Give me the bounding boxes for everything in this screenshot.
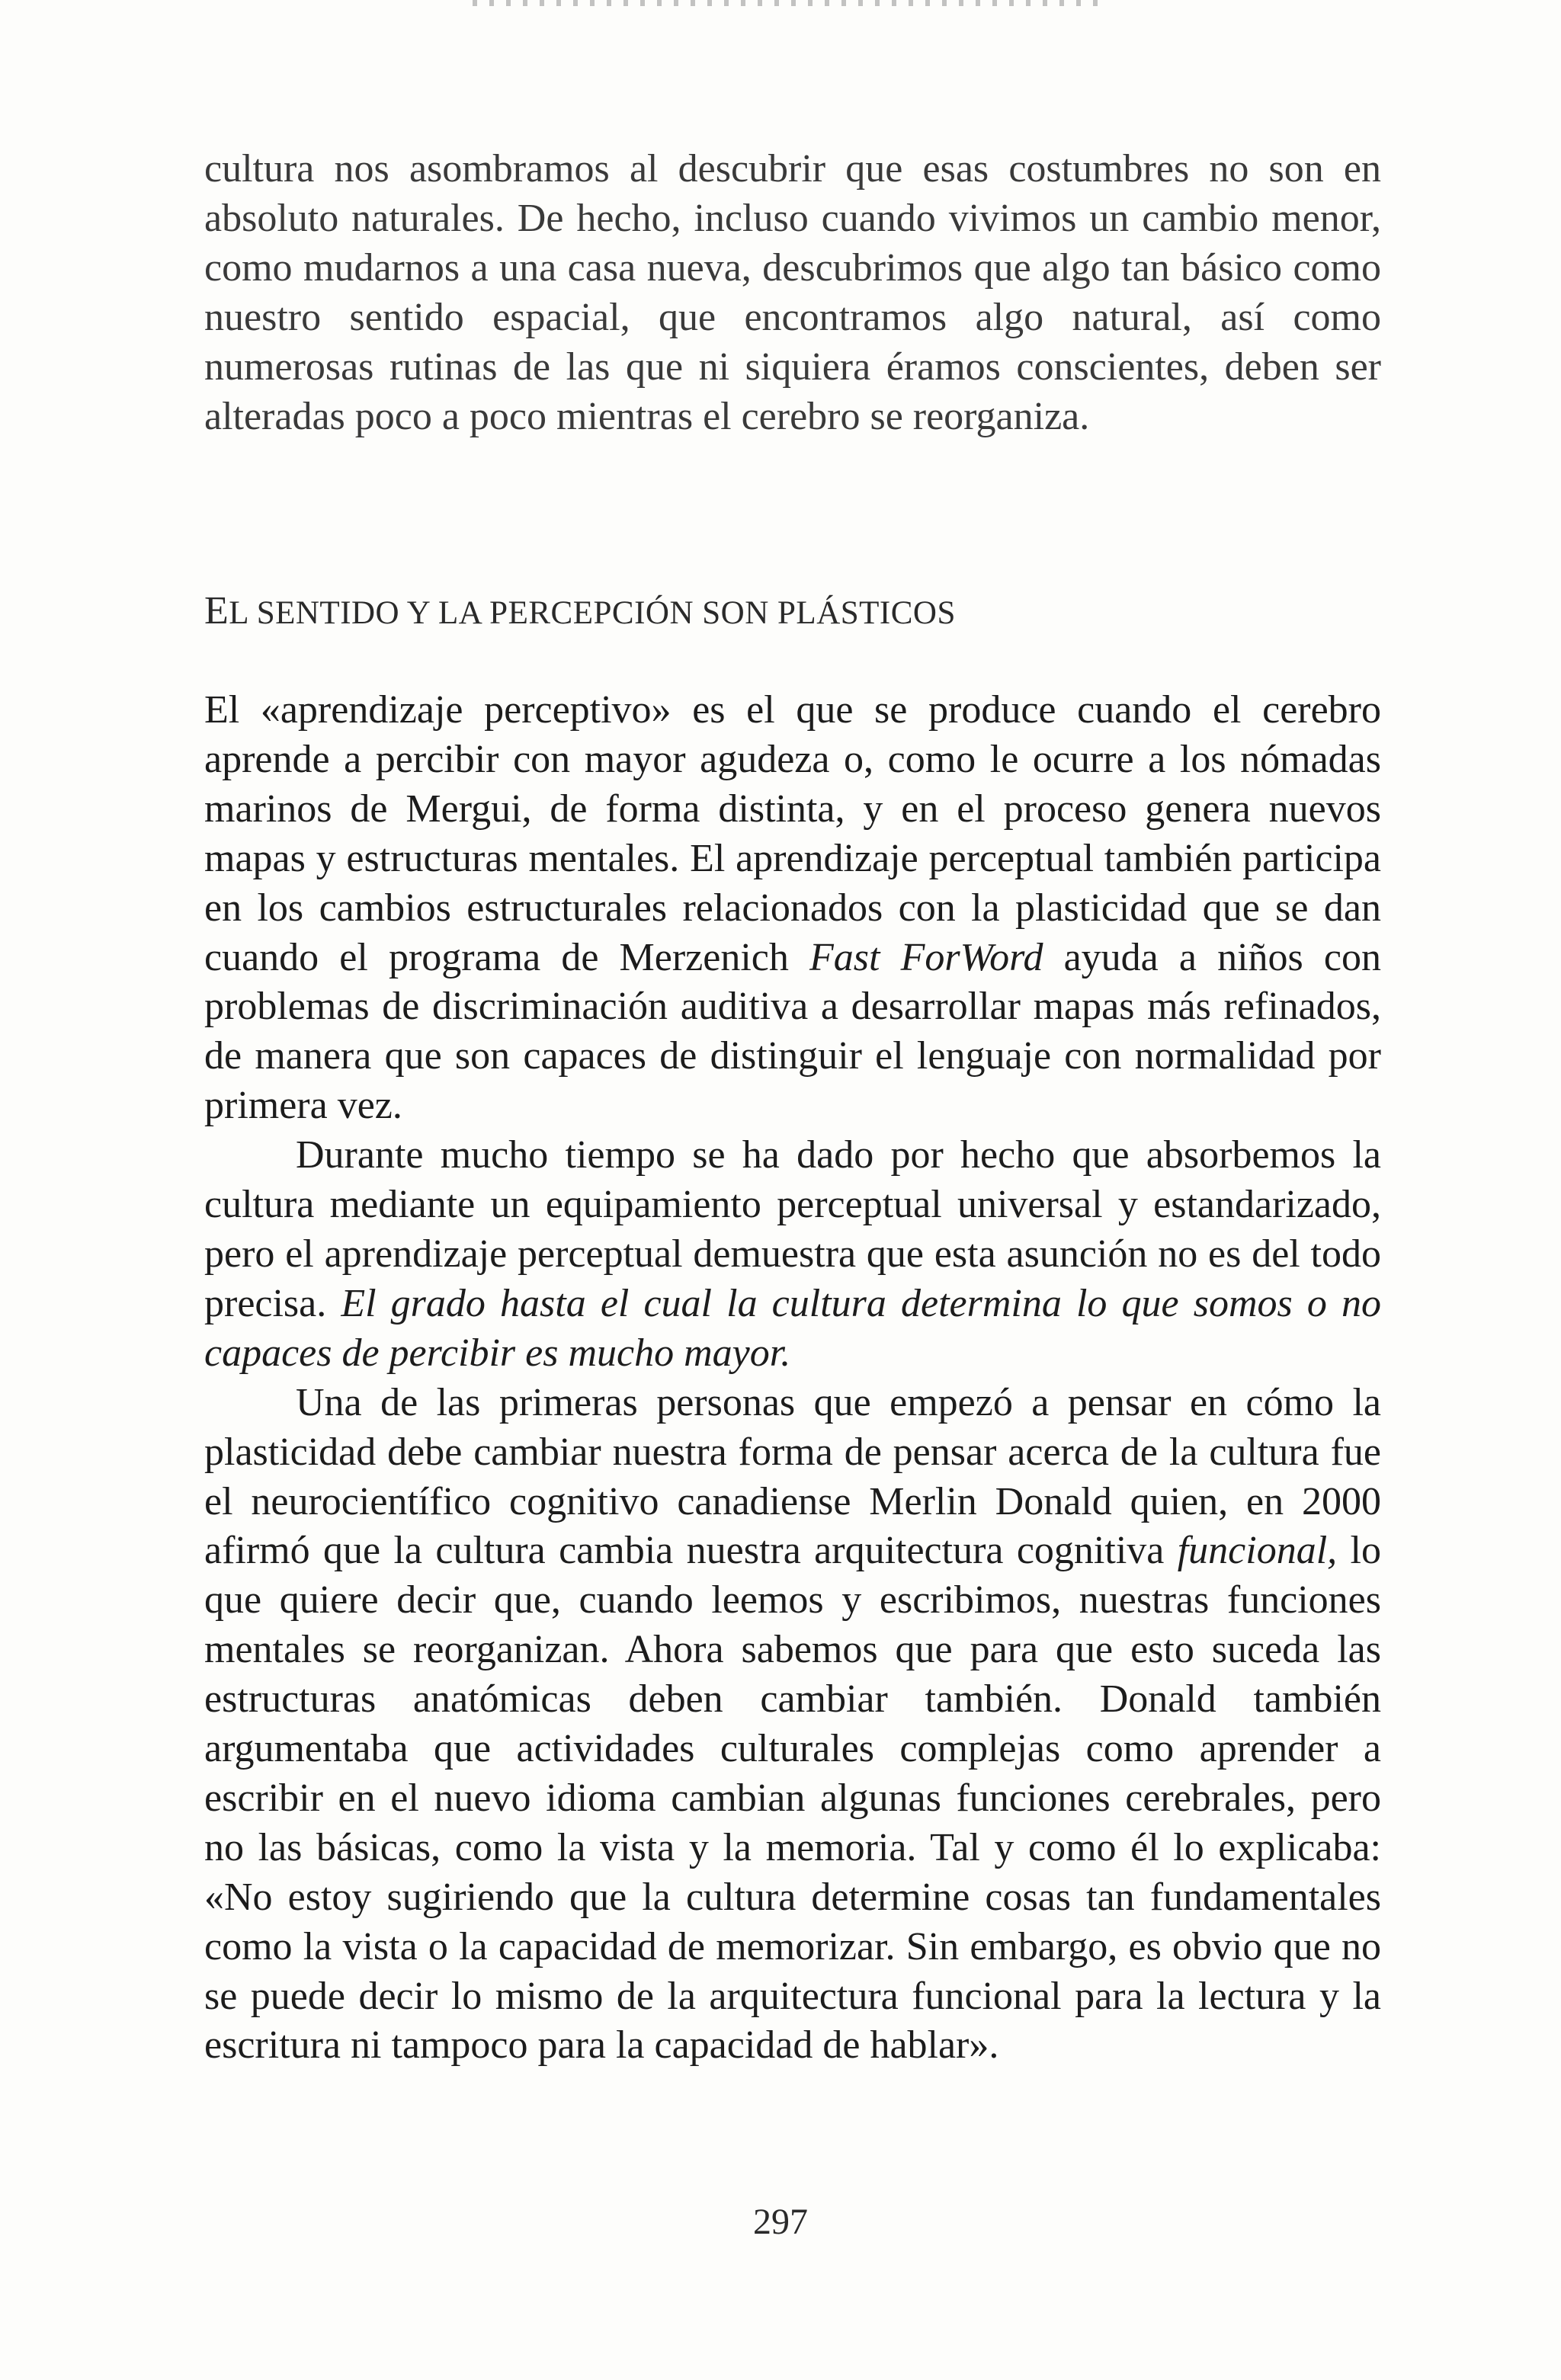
heading-text: SENTIDO Y LA PERCEPCIÓN SON PLÁSTICOS — [248, 595, 956, 631]
paragraph-2-italic: Fast ForWord — [809, 935, 1043, 979]
scan-artifact — [473, 0, 1098, 6]
paragraph-3-text-a: Durante mucho tiempo se ha dado por hecho que absorbemos la cultura mediante un equipamiento perceptual universal y estandarizado, pero el aprendizaje perceptual demuestra que esta asunción no es del todo precisa. — [204, 1133, 1381, 1325]
paragraph-continuation — [204, 145, 1381, 441]
paragraph-2 — [204, 686, 1381, 1131]
paragraph-4-text-a: Una de las primeras personas que empezó a pensar en cómo la plasticidad debe cambiar nuestra forma de pensar acerca de la cultura fue el neurocientífico cognitivo canadiense Merlin Donald quien, en 2000 afirmó que la cultura cambia nuestra arquitectura cognitiva — [204, 1380, 1381, 1573]
paragraph-2-text-b: ayuda a niños con problemas de discriminación auditiva a desarrollar mapas más refinados, de manera que son capaces de distinguir el lenguaje con normalidad por primera vez. — [204, 935, 1382, 1128]
heading-initial: E — [204, 589, 229, 633]
paragraph-2-text-a: El «aprendizaje perceptivo» es el que se produce cuando el cerebro aprende a percibir con mayor agudeza o, como le ocurre a los nómadas marinos de Mergui, de forma distinta, y en el proceso genera nuevos mapas y estructuras mentales. El aprendizaje perceptual también participa en los cambios estructurales relacionados con la plasticidad que se dan cuando el programa de Merzenich — [204, 688, 1381, 979]
paragraph-3-italic: El grado hasta el cual la cultura determina lo que somos o no capaces de percibir es mucho mayor. — [204, 1281, 1381, 1375]
page-number: 297 — [753, 2202, 808, 2242]
paragraph-4 — [204, 1379, 1381, 2071]
paragraph-4-italic: funcional, — [1177, 1529, 1338, 1573]
section-heading — [204, 588, 1381, 636]
heading-second-letter: L — [229, 595, 248, 631]
section-body — [204, 686, 1381, 2071]
paragraph-1: cultura nos asombramos al descubrir que esas costumbres no son en absoluto naturales. De hecho, incluso cuando vivimos un cambio menor, como mudarnos a una casa nueva, descubrimos que algo tan básico como nuestro sentido espacial, que encontramos algo natural, así como numerosas rutinas de las que ni siquiera éramos conscientes, deben ser alteradas poco a poco mientras el cerebro se reorganiza. — [204, 147, 1381, 438]
paragraph-3 — [204, 1131, 1381, 1379]
paragraph-4-text-b: lo que quiere decir que, cuando leemos y escribimos, nuestras funciones mentales se reorganizan. Ahora sabemos que para que esto suceda las estructuras anatómicas deben cambiar también. Donald también argumentaba que actividades culturales complejas como aprender a escribir en el nuevo idioma cambian algunas funciones cerebrales, pero no las básicas, como la vista y la memoria. Tal y como él lo explicaba: «No estoy sugiriendo que la cultura determine cosas tan fundamentales como la vista o la capacidad de memorizar. Sin embargo, es obvio que no se puede decir lo mismo de la arquitectura funcional para la lectura y la escritura ni tampoco para la capacidad de hablar». — [204, 1529, 1381, 2068]
